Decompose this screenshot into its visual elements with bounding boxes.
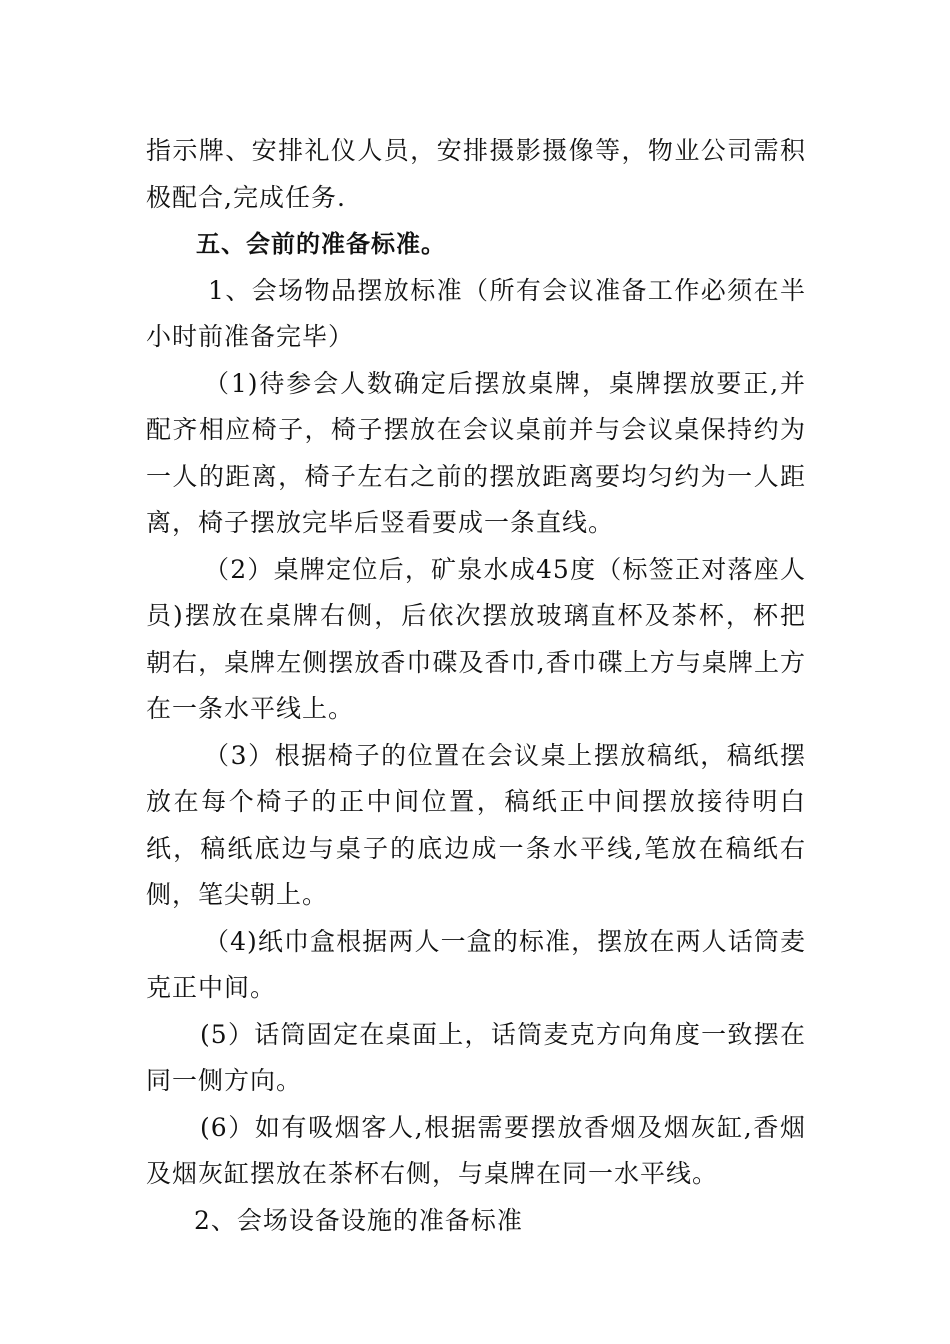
paragraph-item-6: (6）如有吸烟客人,根据需要摆放香烟及烟灰缸,香烟及烟灰缸摆放在茶杯右侧，与桌牌在同一水平线。 xyxy=(146,1112,806,1188)
paragraph-continuation: 指示牌、安排礼仪人员，安排摄影摄像等，物业公司需积极配合,完成任务. xyxy=(146,136,806,212)
section-heading: 五、会前的准备标准。 xyxy=(196,230,446,258)
subsection-heading-2: 2、会场设备设施的准备标准 xyxy=(194,1205,523,1235)
paragraph-item-2: （2）桌牌定位后，矿泉水成45度（标签正对落座人员)摆放在桌牌右侧，后依次摆放玻璃直杯及茶杯，杯把朝右，桌牌左侧摆放香巾碟及香巾,香巾碟上方与桌牌上方在一条水平线上。 xyxy=(146,554,806,723)
paragraph-item-3: （3）根据椅子的位置在会议桌上摆放稿纸，稿纸摆放在每个椅子的正中间位置，稿纸正中间摆放接待明白纸，稿纸底边与桌子的底边成一条水平线,笔放在稿纸右侧，笔尖朝上。 xyxy=(146,740,806,909)
paragraph-item-4: （4)纸巾盒根据两人一盒的标准，摆放在两人话筒麦克正中间。 xyxy=(146,926,806,1002)
subsection-heading-1: 1、会场物品摆放标准（所有会议准备工作必须在半小时前准备完毕） xyxy=(146,275,806,351)
document-body xyxy=(146,128,806,1244)
paragraph-item-5: (5）话筒固定在桌面上，话筒麦克方向角度一致摆在同一侧方向。 xyxy=(146,1019,806,1095)
paragraph-item-1: （1)待参会人数确定后摆放桌牌，桌牌摆放要正,并配齐相应椅子，椅子摆放在会议桌前并与会议桌保持约为一人的距离，椅子左右之前的摆放距离要均匀约为一人距离，椅子摆放完毕后竖看要成一条直线。 xyxy=(146,368,806,537)
